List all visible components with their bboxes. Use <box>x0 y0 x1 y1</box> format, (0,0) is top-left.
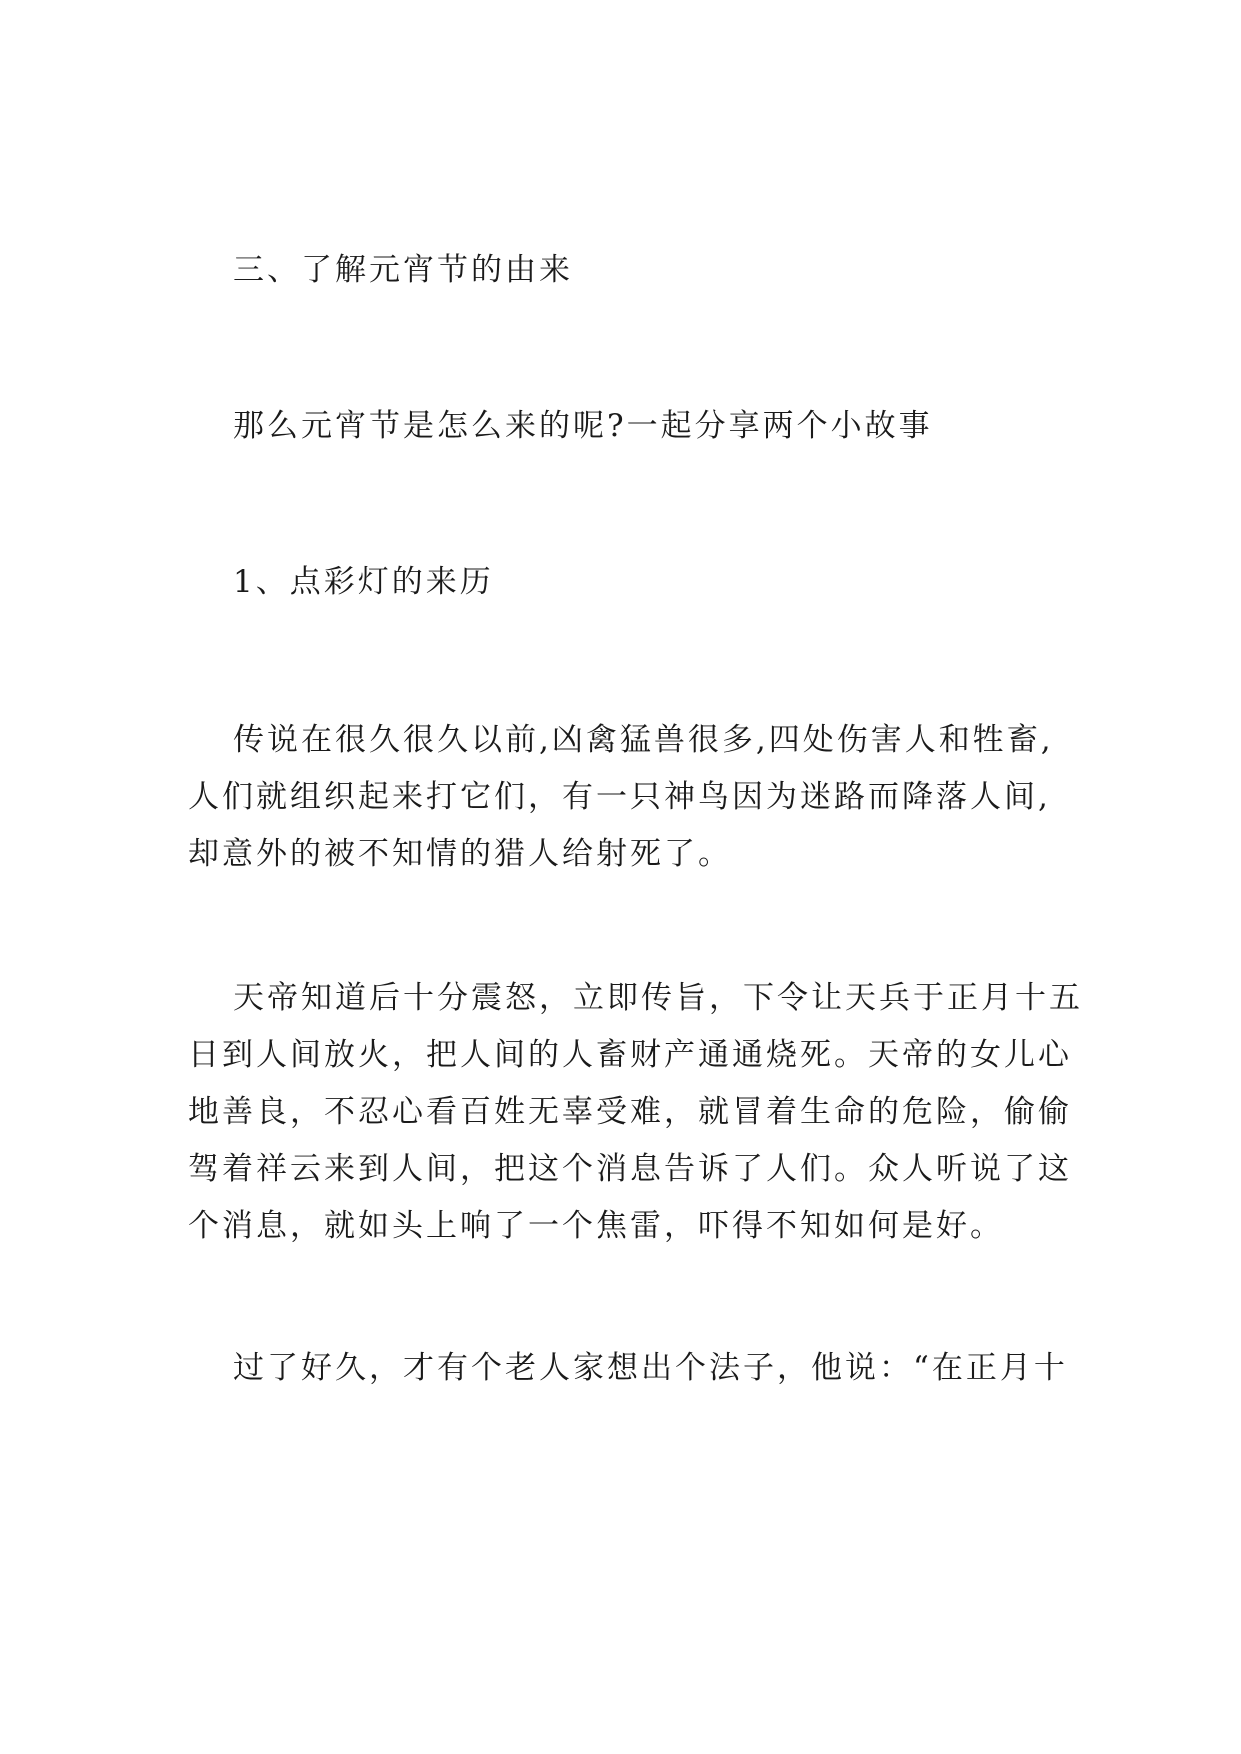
paragraph-2 <box>188 970 1083 1255</box>
paragraph-line: 驾着祥云来到人间，把这个消息告诉了人们。众人听说了这 <box>188 1151 1072 1187</box>
intro-text: 那么元宵节是怎么来的呢?一起分享两个小故事 <box>233 408 933 444</box>
paragraph-line: 个消息，就如头上响了一个焦雷，吓得不知如何是好。 <box>188 1208 1004 1244</box>
sub-heading: 1、点彩灯的来历 <box>233 564 494 600</box>
paragraph-line: 天帝知道后十分震怒，立即传旨，下令让天兵于正月十五 <box>233 980 1083 1016</box>
paragraph-line: 却意外的被不知情的猎人给射死了。 <box>188 836 732 872</box>
paragraph-line: 日到人间放火，把人间的人畜财产通通烧死。天帝的女儿心 <box>188 1037 1072 1073</box>
paragraph-1 <box>188 712 1068 883</box>
paragraph-line: 地善良，不忍心看百姓无辜受难，就冒着生命的危险，偷偷 <box>188 1094 1072 1130</box>
paragraph-line: 传说在很久很久以前,凶禽猛兽很多,四处伤害人和牲畜, <box>233 722 1054 758</box>
paragraph-line: 过了好久，才有个老人家想出个法子，他说：“在正月十 <box>233 1350 1068 1386</box>
paragraph-line: 人们就组织起来打它们，有一只神鸟因为迷路而降落人间, <box>188 779 1051 815</box>
section-heading: 三、了解元宵节的由来 <box>233 252 573 288</box>
paragraph-3 <box>188 1340 1068 1397</box>
